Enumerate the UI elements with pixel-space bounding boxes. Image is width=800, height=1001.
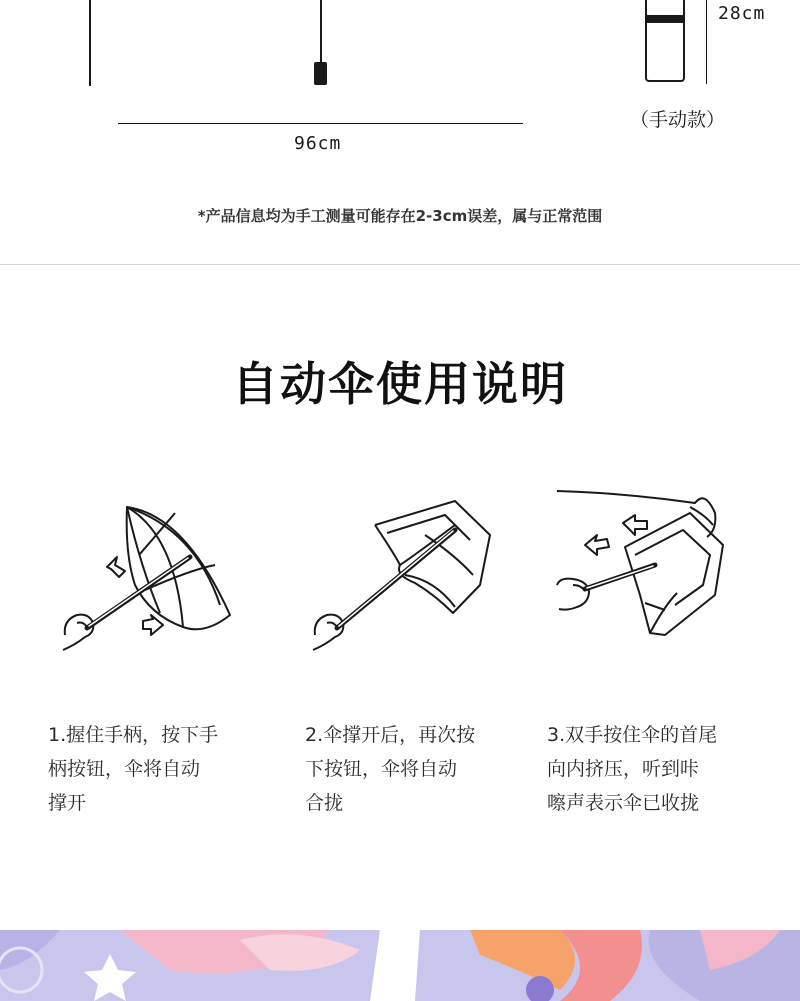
folded-umbrella-strap <box>645 15 685 23</box>
decorative-banner <box>0 930 800 1001</box>
manual-model-caption: （手动款） <box>630 109 726 131</box>
dimension-section <box>0 0 800 264</box>
open-umbrella-hand-icon <box>55 495 255 665</box>
step-2-text: 2.伞撑开后，再次按 下按钮，伞将自动 合拢 <box>305 724 476 814</box>
length-label: 96cm <box>294 133 342 154</box>
instructions-title: 自动伞使用说明 <box>232 357 568 411</box>
umbrella-shaft <box>320 0 322 62</box>
length-dimension-line <box>118 123 523 124</box>
step-1-text: 1.握住手柄，按下手 柄按钮，伞将自动 撑开 <box>48 724 219 814</box>
umbrella-outline-left-edge <box>89 0 91 86</box>
measurement-note: *产品信息均为手工测量可能存在2-3cm误差，属与正常范围 <box>197 207 603 225</box>
fold-umbrella-hands-icon <box>555 485 755 655</box>
section-divider <box>0 264 800 265</box>
folded-umbrella <box>645 0 685 82</box>
height-dimension-line <box>706 0 707 84</box>
height-label: 28cm <box>718 3 766 24</box>
closing-umbrella-hand-icon <box>305 495 505 665</box>
umbrella-handle <box>314 62 327 85</box>
step-3-text: 3.双手按住伞的首尾 向内挤压，听到咔 嚓声表示伞已收拢 <box>547 724 718 814</box>
